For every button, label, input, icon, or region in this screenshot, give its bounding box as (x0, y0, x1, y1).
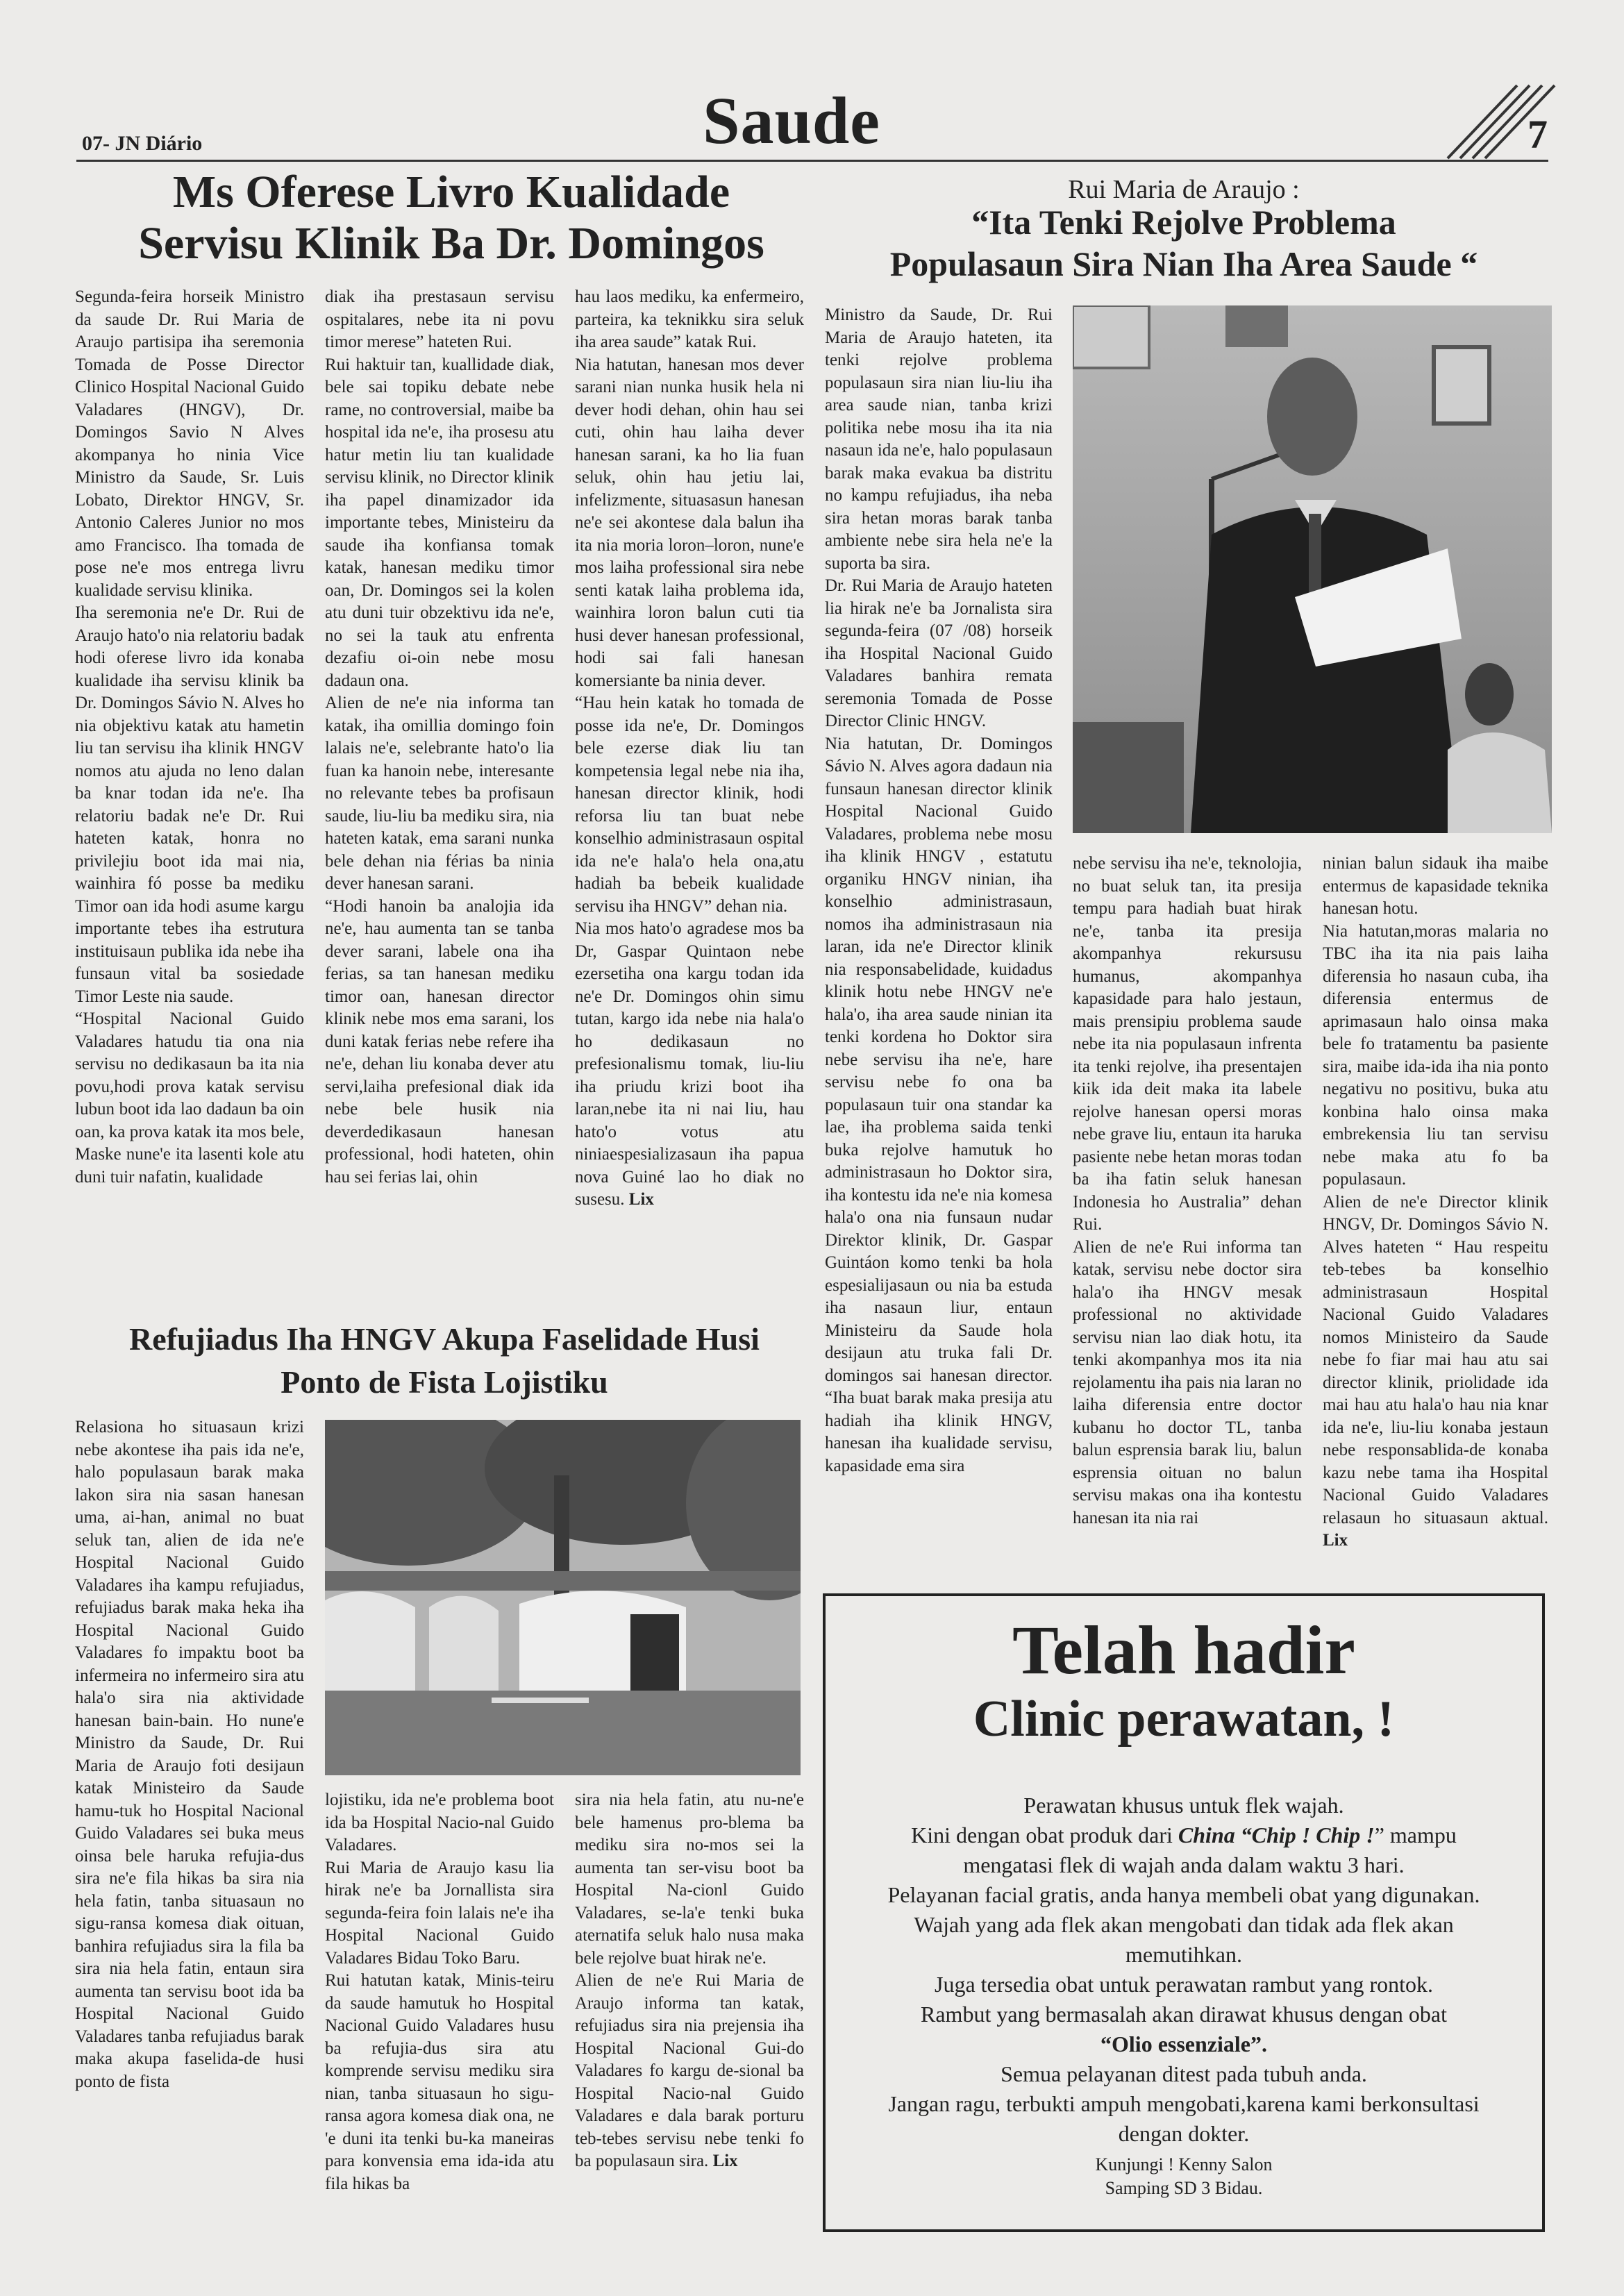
ad-contact (826, 2153, 1542, 2200)
article2-column-3-text: ninian balun sidauk iha maibe entermus de kapasidade teknika hanesan hotu. Nia hatutan,moras malaria no TBC iha ita nia pais laiha diferensia ho nasaun cuba, iha diferensia entermus de aprimasaun halo oinsa maka bele fo tratamentu ba pasiente sira, maibe ida-ida iha nia ponto negativu no positivu, buka atu konbina halo oinsa maka embrekensia liu tan servisu nebe maka atu fo ba populasaun. Alien de ne'e Director klinik HNGV, Dr. Domingos Sávio N. Alves hateten “ Hau respeitu teb-tebes ba konselhio administrasaun Hospital Nacional Guido Valadares nomos Ministeiro da Saude nebe fo fiar mai hau atu sai director klinik, priolidade ida mai hau atu hala'o hau nia knar ida ne'e, liu-liu konaba jestaun nebe responsablida-de konaba kazu nebe tama iha Hospital Nacional Guido Valadares relasaun ho situasaun aktual. (1323, 854, 1548, 1527)
article3-signature: Lix (712, 2152, 738, 2170)
article1-column-1: Segunda-feira horseik Ministro da saude Dr. Rui Maria de Araujo partisipa iha seremonia Tomada de Posse Director Clinico Hospital Nacional Guido Valadares (HNGV), Dr. Domingos Savio N Alves akompanya ho ninia Vice Ministro da Saude, Sr. Luis Lobato, Direktor HNGV, Sr. Antonio Caleres Junior no mos amo Francisco. Iha tomada de pose ne'e mos entrega livru kualidade servisu klinika. Iha seremonia ne'e Dr. Rui de Araujo hato'o nia relatoriu badak hodi oferese livro ida konaba kualidade iha servisu klinik ba Dr. Domingos Sávio N. Alves ho nia objektivu katak atu hametin liu tan servisu iha klinik HNGV nomos atu ajuda no leno dalan ba knar todan ida ne'e. Iha relatoriu badak ne'e Dr. Rui hateten katak, honra no privilejiu boot ida mai nia, wainhira fó posse ba mediku Timor oan ida hodi asume kargu importante tebes iha estrutura instituisaun publika ida nebe iha funsaun vital ba sosiedade Timor Leste nia saude. “Hospital Nacional Guido Valadares hatudu tia ona nia servisu no dedikasaun ba ita nia povu,hodi prova katak servisu lubun boot ida lao dadaun ba oin oan, ka prova katak ita mos bele, Maske nune'e ita lasenti kole atu duni tuir nafatin, kualidade (75, 287, 304, 1187)
ad-line-oil: “Olio essenziale”. (1100, 2031, 1267, 2056)
ad-line: mengatasi flek di wajah anda dalam waktu 3 hari. (963, 1852, 1405, 1877)
article3-title-line1: Refujiadus Iha HNGV Akupa Faselidade Husi (129, 1321, 760, 1357)
article3-column-1: Relasiona ho situasaun krizi nebe akontese iha pais ida ne'e, halo populasaun barak maka lakon sira nia sasan hanesan uma, ai-han, animal no buat seluk tan, alien de ida ne'e Hospital Nacional Guido Valadares iha kampu refujiadus, refujiadus barak maka heka iha Hospital Nacional Guido Valadares fo impaktu boot ba infermeira no infermeiro sira atu hala'o sira nia aktividade hanesan bain-bain. Ho nune'e Ministro da Saude, Dr. Rui Maria de Araujo foti desijaun katak Ministeiro da Saude hamu-tuk ho Hospital Nacional Guido Valadares sei buka meus oinsa bele haruka refujia-dus sira ne'e fila hikas ba sira nia hela fatin, tanba situasaun no sigu-ransa komesa diak oituan, banhira refujiadus sira la fila ba sira nia hela fatin, entaun sira aumenta tan servisu boot ida ba Hospital Nacional Guido Valadares tanba refujiadus barak maka akupa faselida-de husi ponto de fista (75, 1418, 304, 2091)
ad-line: memutihkan. (1125, 1942, 1242, 1967)
ad-contact-line: Samping SD 3 Bidau. (1105, 2178, 1263, 2198)
article2-column-2: nebe servisu iha ne'e, teknolojia, no buat seluk tan, ita presija tempu para hadiah buat hirak ne'e, tanba ita presija akompanhya rekursusu humanus, akompanhya kapasidade para halo jestaun, mais prensipiu problema saude nebe ita nia populasaun infrenta ita tenki rejolve, iha presentajen kiik ida deit maka ita labele rejolve hanesan opersi moras nebe grave liu, entaun ita haruka pasiente nebe hetan moras todan ba iha fatin seluk hanesan Indonesia ho Australia” dehan Rui. Alien de ne'e Rui informa tan katak, servisu nebe doctor sira hala'o iha HNGV mesak professional no aktividade servisu nian lao diak hotu, ita tenki akompanhya mos ita nia rejolamentu iha pais nia laran no laiha diferensia entre doctor kubanu ho doctor TL, tanba balun esprensia barak liu, balun esprensia oituan no balun servisu makas ona iha kontestu hanesan ita nia rai (1073, 854, 1302, 1527)
ad-line: Rambut yang bermasalah akan dirawat khusus dengan obat (921, 2002, 1447, 2027)
ad-title: Telah hadir (1012, 1611, 1355, 1689)
article1-title-line1: Ms Oferese Livro Kualidade (172, 167, 730, 217)
article2-kicker: Rui Maria de Araujo : (1068, 175, 1300, 204)
ad-line (826, 1820, 1542, 1850)
article3-column-3 (575, 1789, 804, 2234)
ad-contact-line: Kunjungi ! Kenny Salon (1095, 2154, 1273, 2175)
article1-title-line2: Servisu Klinik Ba Dr. Domingos (138, 217, 764, 269)
ad-line: Wajah yang ada flek akan mengobati dan tidak ada flek akan (914, 1912, 1454, 1937)
minister-photo (1073, 305, 1552, 833)
header-rule (76, 160, 1548, 162)
ad-product-name: China “Chip ! Chip ! (1178, 1822, 1375, 1847)
article1-column-3-text: hau laos mediku, ka enfermeiro, parteira, ka teknikku sira seluk iha area saude” katak Rui. Nia hatutan, hanesan mos dever sarani nian nunka husik hela ni dever hodi dehan, ohin hau sei cuti, ohin hau laiha dever hanesan sarani, ka ho lia fuan seluk, ohin hau jetiu lai, infelizmente, situasasun hanesan ne'e sei akontese dala balun iha ita nia moria loron–loron, nune'e mos laiha professional sira nebe senti katak laiha problema ida, wainhira loron balun cuti tia husi dever hanesan professional, hodi sai fali hanesan komersiante ba ninia dever. “Hau hein katak ho tomada de posse ida ne'e, Dr. Domingos bele ezerse diak liu tan kompetensia legal nebe nia iha, hanesan director klinik, hodi reforsa liu tan buat nebe konselhio administrasaun ospital ida ne'e hala'o hela ona,atu hadiah ba bebeik kualidade servisu iha HNGV” dehan nia. Nia mos hato'o agradese mos ba Dr, Gaspar Quintaon nebe ezersetiha ona kargu todan ida ne'e Dr. Domingos ohin simu tutan, kargo ida nebe nia hala'o ho dedikasaun no prefesionalismu tomak, liu-liu iha priudu krizi boot iha laran,nebe ita ni nai liu, hau hato'o votus atu niniaespesializasaun iha papua nova Guiné lao ho diak no susesu. (575, 287, 804, 1209)
ad-line: Semua pelayanan ditest pada tubuh anda. (1001, 2061, 1367, 2086)
article2-column-1: Ministro da Saude, Dr. Rui Maria de Araujo hateten, ita tenki rejolve problema populasaun sira nian liu-liu iha area saude nian, tanba krizi politika nebe mosu iha ita nia nasaun ida ne'e, halo populasaun barak maka evakua ba distritu no kampu refujiadus, iha neba sira hetan moras barak tanba ambiente nebe sira hela ne'e la suporta ba sira. Dr. Rui Maria de Araujo hateten lia hirak ne'e ba Jornalista sira segunda-feira (07 /08) horseik iha Hospital Nacional Guido Valadares banhira remata seremonia Tomada de Posse Director Clinic HNGV. Nia hatutan, Dr. Domingos Sávio N. Alves agora dadaun nia funsaun hanesan director klinik Hospital Nacional Guido Valadares, problema nebe mosu iha klinik HNGV , estatutu organiku HNGV ninian, iha konselhio administrasaun, nomos iha administrasaun nia laran, ida ne'e Director klinik nia responsabelidade, kuidadus klinik hotu nebe HNGV ne'e hala'o, iha area saude ninian ita tenki kordena ho Doktor sira nebe servisu iha ne'e, hare servisu nebe fo ona ba populasaun tuir ona standar ka lae, iha problema saida tenki buka rejolve hamutuk ho administrasaun ho Doktor sira, iha kontestu ida ne'e nia komesa hala'o ona nia funsaun nudar Direktor klinik, Dr. Gaspar Guintáon komo tenki ba hola espesialijasaun ou nia ba estuda iha nasaun liur, entaun Ministeiru da Saude hola desijaun atu truka fali Dr. domingos sai hanesan director. “Iha buat barak maka presija atu hadiah iha klinik HNGV, hanesan iha kualidade servisu, kapasidade ema sira (825, 305, 1053, 1475)
article1-headline (76, 167, 826, 269)
ad-line-part: Kini dengan obat produk dari (911, 1822, 1178, 1847)
page-label: 07- JN Diário (82, 132, 203, 155)
ad-body (826, 1791, 1542, 2149)
ad-line: Jangan ragu, terbukti ampuh mengobati,karena kami berkonsultasi (888, 2091, 1480, 2116)
article3-headline (76, 1318, 812, 1404)
ad-line-part: ” mampu (1374, 1822, 1457, 1847)
ad-line: Perawatan khusus untuk flek wajah. (1023, 1793, 1344, 1818)
article3-column-3-text: sira nia hela fatin, atu nu-ne'e bele hamenus pro-blema ba mediku sira no-mos sei la aumenta tan ser-visu boot ba Hospital Na-cionl Guido Valadares, se-la'e tenki buka aternatifa seluk halo nusa maka bele rejolve buat hirak ne'e. Alien de ne'e Rui Maria de Araujo informa tan katak, refujiadus sira nia prejensia iha Hospital Nacional Gui-do Valadares fo kargu de-sional ba Hospital Nacio-nal Guido Valadares e dala barak porturu teb-tebes servisu nebe tenki fo ba populasaun sira. (575, 1791, 804, 2170)
article2-headline (819, 201, 1548, 285)
article1-signature: Lix (628, 1190, 654, 1209)
section-title: Saude (703, 83, 880, 158)
refugee-camp-photo (325, 1420, 801, 1775)
article2-title-line2: Populasaun Sira Nian Iha Area Saude “ (889, 244, 1478, 283)
article3-column-2: lojistiku, ida ne'e problema boot ida ba Hospital Nacio-nal Guido Valadares. Rui Maria de Araujo kasu lia hirak ne'e ba Jornallista sira segunda-feira foin lalais ne'e iha Hospital Nacional Guido Valadares Bidau Toko Baru. Rui hatutan katak, Minis-teiru da saude hamutuk ho Hospital Nacional Guido Valadares husu ba refujia-dus sira atu komprende servisu mediku sira nian, tanba situasaun ho sigu-ransa agora komesa diak ona, ne 'e duni ita tenki bu-ka maneiras para konvensia ema ida-ida atu fila hikas ba (325, 1791, 554, 2193)
article2-signature: Lix (1323, 1531, 1348, 1550)
clinic-advertisement (823, 1593, 1545, 2232)
ad-subtitle: Clinic perawatan, ! (973, 1691, 1395, 1748)
ad-line: dengan dokter. (1118, 2121, 1250, 2146)
article2-title-line1: “Ita Tenki Rejolve Problema (971, 203, 1396, 242)
ad-line: Pelayanan facial gratis, anda hanya membeli obat yang digunakan. (887, 1882, 1480, 1907)
page-number: 7 (1527, 112, 1548, 157)
article1-column-2: diak iha prestasaun servisu ospitalares, nebe ita ni povu timor merese” hateten Rui. Rui haktuir tan, kuallidade diak, bele sai topiku debate nebe rame, no controversial, maibe ba hospital ida ne'e, iha prosesu atu hatur metin liu tan kualidade servisu klinik, no Director klinik iha papel dinamizador ida importante tebes, Ministeiru da saude iha konfiansa tomak katak, hanesan mediku timor oan, Dr. Domingos sei la kolen atu duni tuir obzektivu ida ne'e, no sei la tauk atu enfrenta dezafiu oi-oin nebe mosu dadaun ona. Alien de ne'e nia informa tan katak, iha omillia domingo foin lalais ne'e, selebrante hato'o lia fuan ka hanoin nebe, interesante no relevante tebes ba profisaun saude, liu-liu ba mediku sira, nia hateten katak, ema sarani nunka bele dehan nia férias ba ninia dever hanesan sarani. “Hodi hanoin ba analojia ida ne'e, hau aumenta tan se tanba dever sarani, labele ona iha ferias, sa tan hanesan mediku timor oan, hanesan director klinik nebe mos ema sarani, los duni katak ferias nebe refere iha ne'e, dehan liu konaba dever atu servi,laiha prefesional diak ida nebe bele husik nia deverdedikasaun hanesan professional, hodi hateten, ohin hau sei ferias lai, ohin (325, 287, 554, 1187)
ad-line: Juga tersedia obat untuk perawatan rambut yang rontok. (935, 1972, 1433, 1997)
article2-column-3 (1323, 853, 1548, 1571)
article3-title-line2: Ponto de Fista Lojistiku (281, 1364, 608, 1400)
article1-column-3 (575, 286, 804, 1310)
